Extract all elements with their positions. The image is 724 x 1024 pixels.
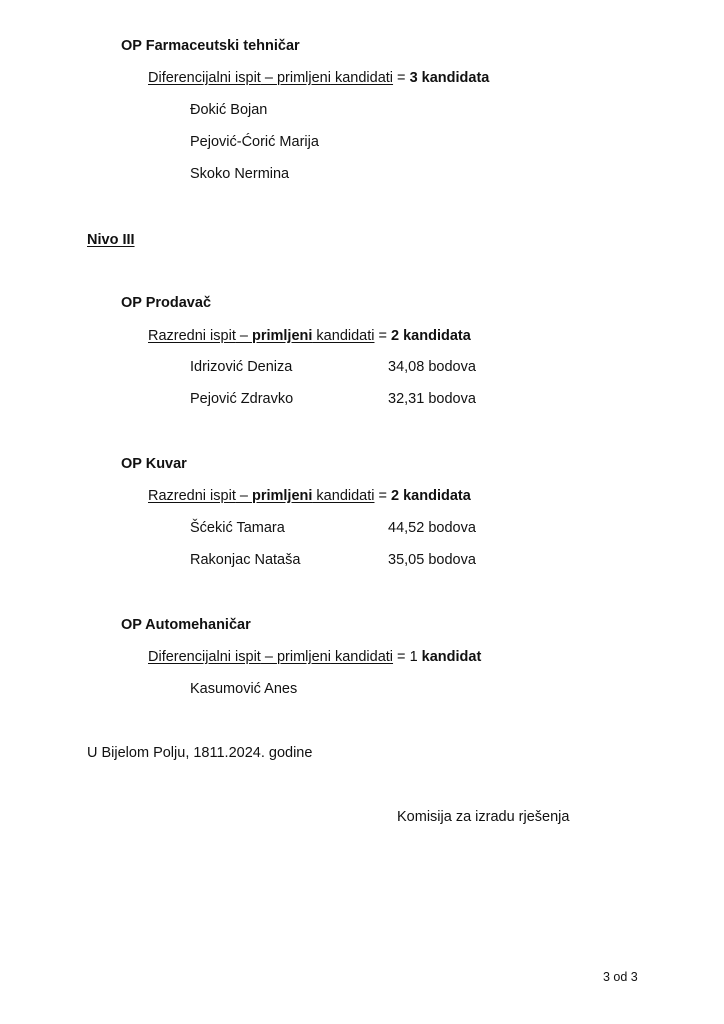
equals: = <box>393 70 410 86</box>
candidates-word: kandidati <box>330 649 394 665</box>
equals: = <box>374 328 392 344</box>
dash: – <box>235 328 252 344</box>
exam-type: Razredni ispit <box>148 488 236 504</box>
exam-type: Razredni ispit <box>148 328 236 344</box>
candidate-score: 44,52 bodova <box>388 520 476 536</box>
level-heading: Nivo III <box>87 232 135 248</box>
candidate-name: Pejović Zdravko <box>190 391 294 407</box>
candidate-score: 35,05 bodova <box>388 552 476 568</box>
exam-type: Diferencijalni ispit <box>148 70 261 86</box>
dash: – <box>260 70 277 86</box>
place-date: U Bijelom Polju, 1811.2024. godine <box>87 745 313 761</box>
exam-type: Diferencijalni ispit <box>148 649 261 665</box>
candidate-name: Šćekić Tamara <box>190 520 285 536</box>
page-number: 3 od 3 <box>603 970 638 984</box>
exam-line-farmaceutski <box>148 69 489 87</box>
program-heading-prodavac: OP Prodavač <box>121 295 212 311</box>
candidate-count-word: kandidat <box>421 649 482 665</box>
candidates-word: kandidati <box>312 488 375 504</box>
equals: = <box>374 488 392 504</box>
dash: – <box>235 488 252 504</box>
candidate-name: Idrizović Deniza <box>190 359 293 375</box>
candidate-name: Kasumović Anes <box>190 681 298 697</box>
candidate-count: 2 kandidata <box>391 488 471 504</box>
accepted-label: primljeni <box>276 649 331 665</box>
candidate-name: Đokić Bojan <box>190 102 268 118</box>
exam-line-prodavac <box>148 327 471 345</box>
equals: = <box>393 649 410 665</box>
candidate-name: Skoko Nermina <box>190 166 290 182</box>
candidate-name: Pejović-Ćorić Marija <box>190 134 319 150</box>
accepted-label: primljeni <box>251 488 313 504</box>
signature-commission: Komisija za izradu rješenja <box>397 809 570 825</box>
dash: – <box>260 649 277 665</box>
candidate-count: 2 kandidata <box>391 328 471 344</box>
candidate-score: 32,31 bodova <box>388 391 476 407</box>
accepted-label: primljeni <box>251 328 313 344</box>
candidates-word: kandidati <box>330 70 394 86</box>
candidates-word: kandidati <box>312 328 375 344</box>
candidate-count-number: 1 <box>409 649 418 665</box>
program-heading-automehanicar: OP Automehaničar <box>121 617 251 633</box>
program-heading-kuvar: OP Kuvar <box>121 456 187 472</box>
program-heading-farmaceutski: OP Farmaceutski tehničar <box>121 38 300 54</box>
exam-line-automehanicar <box>148 648 481 666</box>
candidate-count: 3 kandidata <box>409 70 490 86</box>
candidate-score: 34,08 bodova <box>388 359 476 375</box>
exam-line-kuvar <box>148 487 471 505</box>
accepted-label: primljeni <box>276 70 331 86</box>
candidate-name: Rakonjac Nataša <box>190 552 301 568</box>
